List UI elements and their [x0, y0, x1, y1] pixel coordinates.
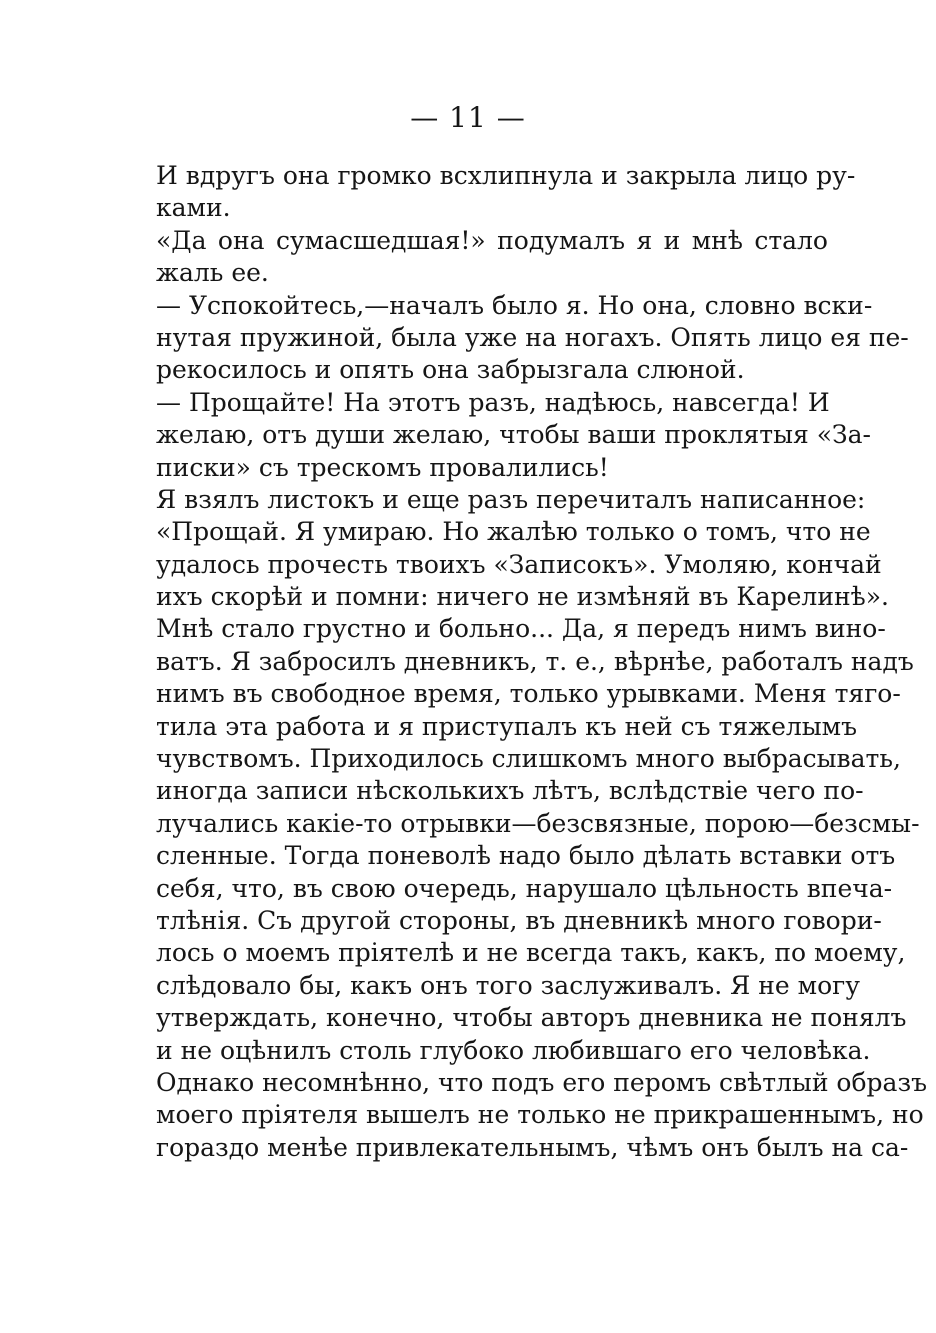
text-line: гораздо менѣе привлекательнымъ, чѣмъ онъ былъ на са- [156, 1132, 909, 1162]
text-line: жаль ее. [156, 258, 269, 288]
text-line: ихъ скорѣй и помни: ничего не измѣняй въ Карелинѣ». [156, 582, 889, 612]
page-number: — 11 — [410, 101, 526, 134]
text-line: желаю, отъ души желаю, чтобы ваши проклятыя «За- [156, 420, 871, 450]
text-line: лось о моемъ пріятелѣ и не всегда такъ, какъ, по моему, [156, 938, 906, 968]
text-line: Я взялъ листокъ и еще разъ перечиталъ написанное: [156, 484, 866, 514]
text-line: себя, что, въ свою очередь, нарушало цѣльность впеча- [156, 873, 893, 903]
text-line: ками. [156, 193, 231, 223]
text-line: «Прощай. Я умираю. Но жалѣю только о томъ, что не [156, 517, 871, 547]
text-line: удалось прочесть твоихъ «Записокъ». Умоляю, кончай [156, 549, 882, 579]
text-line: ватъ. Я забросилъ дневникъ, т. е., вѣрнѣе, работалъ надъ [156, 646, 914, 676]
text-line: сленные. Тогда поневолѣ надо было дѣлать вставки отъ [156, 841, 896, 871]
text-line: рекосилось и опять она забрызгала слюной. [156, 355, 745, 385]
text-line: нутая пружиной, была уже на ногахъ. Опять лицо ея пе- [156, 322, 909, 352]
text-line: слѣдовало бы, какъ онъ того заслуживалъ. Я не могу [156, 970, 860, 1000]
text-line: И вдругъ она громко всхлипнула и закрыла лицо ру- [156, 161, 856, 190]
text-line: Однако несомнѣнно, что подъ его перомъ свѣтлый образъ [156, 1067, 927, 1097]
text-line: тлѣнія. Съ другой стороны, въ дневникѣ много говори- [156, 905, 882, 935]
text-line: писки» съ трескомъ провалились! [156, 452, 609, 482]
text-line: лучались какіе-то отрывки—безсвязные, порою—безсмы- [156, 808, 920, 838]
text-line: — Успокойтесь,—началъ было я. Но она, словно вски- [156, 290, 873, 320]
text-line: нимъ въ свободное время, только урывками. Меня тяго- [156, 679, 901, 709]
text-line: чувствомъ. Приходилось слишкомъ много выбрасывать, [156, 744, 901, 774]
text-line: моего пріятеля вышелъ не только не прикрашеннымъ, но [156, 1100, 924, 1130]
body-text [156, 160, 927, 1164]
text-line: иногда записи нѣсколькихъ лѣтъ, вслѣдствіе чего по- [156, 776, 864, 806]
text-line: — Прощайте! На этотъ разъ, надѣюсь, навсегда! И [156, 387, 830, 417]
text-line: и не оцѣнилъ столь глубоко любившаго его человѣка. [156, 1035, 871, 1065]
text-line: «Да она сумасшедшая!» подумалъ я и мнѣ стало [156, 225, 828, 255]
text-line: Мнѣ стало грустно и больно... Да, я передъ нимъ вино- [156, 614, 886, 644]
text-line: тила эта работа и я приступалъ къ ней съ тяжелымъ [156, 711, 858, 741]
text-line: утверждать, конечно, чтобы авторъ дневника не понялъ [156, 1003, 907, 1033]
